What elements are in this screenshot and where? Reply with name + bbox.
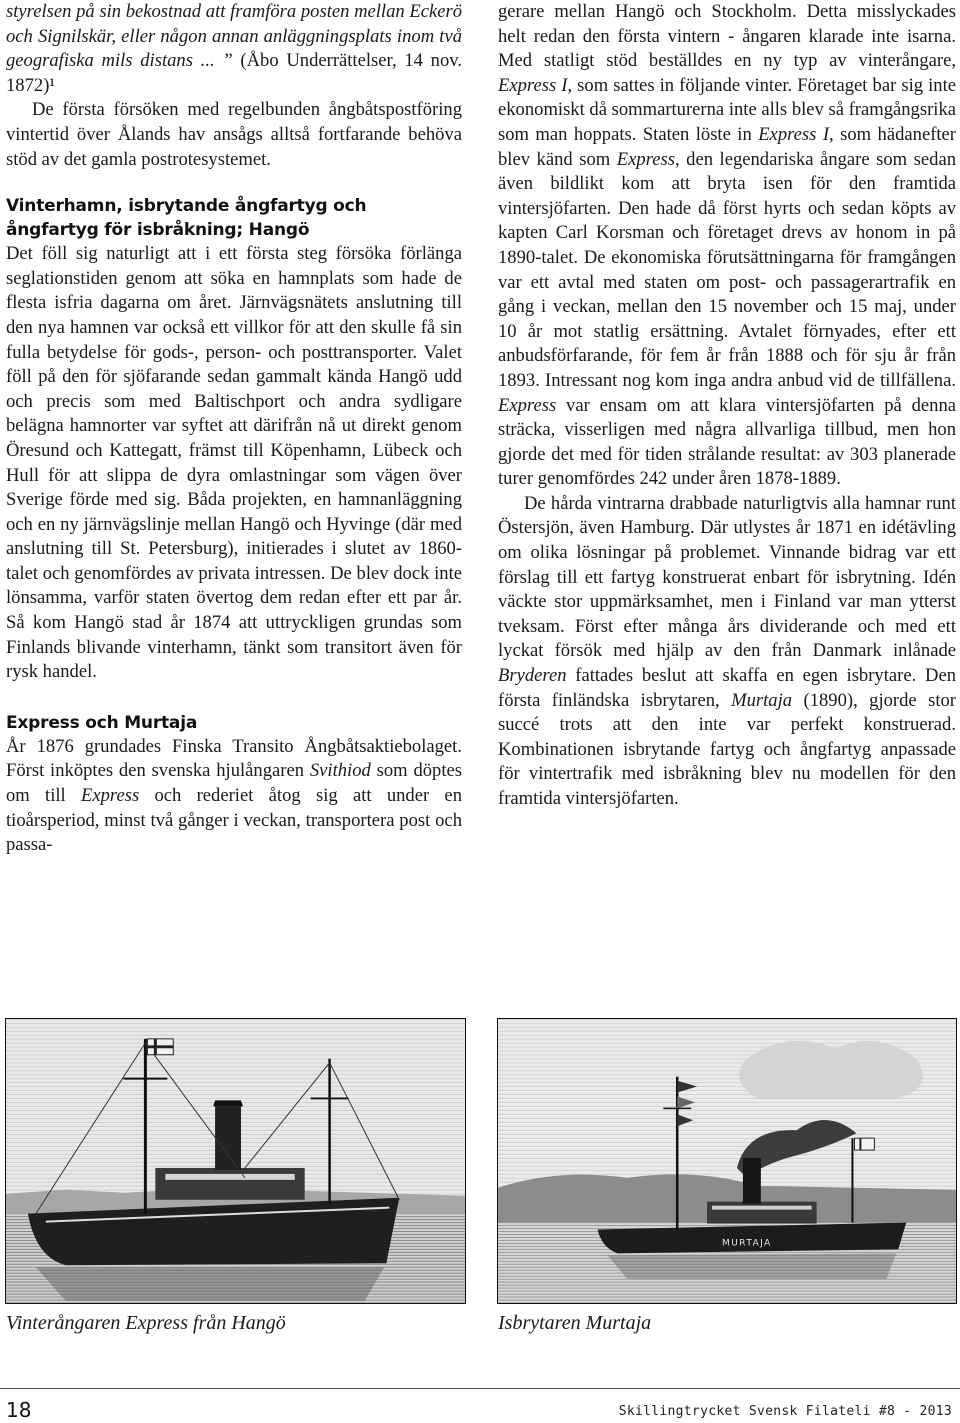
paragraph: De hårda vintrarna drabbade naturligtvis alla hamnar runt Östersjön, även Hamburg. Där utlystes år 1871 en idétävling om olika lösningar på problemet. Vinnande bidrag var ett förslag till ett fartyg konstruerat enbart för isbrytning. Idén väckte stor uppmärksamhet, men i Finland var man ytterst tveksam. Först efter många års dividerande och med ett lyckat försök med hjälp av den från Danmark inlånade Bryderen fattades beslut att skaffa en egen isbrytare. Den första finländska isbrytaren, Murtaja (1890), gjorde stor succé trots att den inte var perfekt konstruerad. Kombinationen isbrytande fartyg och ångfartyg anpassade för vintertrafik med isbråkning blev nu modellen för den framtida vintersjöfarten. [498,492,956,809]
intro-paragraph [6,0,462,98]
quote-text: styrelsen på sin bekostnad att framföra posten mellan Eckerö och Signilskär, eller någon annan anläggningsplats inom två geografiska mils distans ... ” [6,1,462,72]
paragraph: År 1876 grundades Finska Transito Ångbåtsaktiebolaget. Först inköptes den svenska hjulångaren Svithiod som döptes om till Express och rederiet åtog sig att under en tioårsperiod, minst två gånger i veckan, transportera post och passa- [6,735,463,856]
paragraph: gerare mellan Hangö och Stockholm. Detta misslyckades helt redan den första vintern - ångaren klarade inte isarna. Med statligt stöd beställdes en ny typ av vinterångare, Express I, som sattes in följande vinter. Företaget bar sig inte ekonomiskt då sommarturerna inte alls blev så framgångsrika som man hoppats. Staten löste in Express I, som hädanefter blev känd som Express, den legendariska ångare som sedan även bildlikt kom att bryta isen för den framtida vintersjöfarten. Den hade då först hyrts och sedan köpts av kapten Carl Korsman och företaget drevs av honom in på 1890-talet. De ekonomiska förutsättningarna för framgången var ett avtal med staten om post- och passagerartrafik en gång i veckan, mellan den 15 november och 15 maj, under 10 år mot statlig ersättning. Avtalet förnyades, efter ett anbudsförfarande, för fem år från 1888 och för sju år från 1893. Intressant nog kom inga andra anbud vid de tillfällena. Express var ensam om att klara vintersjöfarten på denna sträcka, visserligen med några allvarliga tillbud, men hon gjorde det med för tiden strålande resultat: av 303 planerade turer genomfördes 242 under åren 1878-1889. [498,1,956,490]
text-column-right [498,0,956,812]
ship-name: Bryderen [498,665,567,687]
ship-name: Murtaja [731,689,793,711]
ship-name: Express I, [758,123,834,145]
ship-name: Express [498,394,557,416]
section-heading: Express och Murtaja [6,712,198,733]
ship-name: Express [616,148,675,170]
figure-caption-left: Vinterångaren Express från Hangö [6,1312,286,1334]
ship-name: Express I, [498,74,573,96]
murtaja-icebreaker-engraving [497,1018,957,1304]
page-number: 18 [6,1398,32,1422]
section-heading: Vinterhamn, isbrytande ångfartyg och ångfartyg för isbråkning; Hangö [6,196,367,241]
paragraph: De första försöken med regelbunden ångbåtspostföring vintertid över Ålands hav ansågs alltså fortfarande behöva stöd av det gamla postrotesystemet. [6,99,462,170]
journal-title: Skillingtrycket Svensk Filateli #8 - 2013 [618,1404,952,1419]
ship-name: Svithiod [309,760,371,782]
footer-rule [0,1388,960,1389]
paragraph: Det föll sig naturligt att i ett första steg försöka förlänga seglationstiden genom att söka en hamnplats som hade de flesta isfria dagarna om året. Järnvägsnätets anslutning till den nya hamnen var också ett villkor för att den skulle få sin fulla betydelse för gods-, person- och posttransporter. Valet föll på den för sjöfarande sedan gammalt kända Hangö udd och precis som med Baltischport och andra sydligare belägna hamnorter var syftet att därifrån nå ut direkt genom Öresund och Kattegatt, främst till Köpenhamn, Lübeck och Hull för att slippa de dyra omlastningar som vägen över Sverige förde med sig. Båda projekten, en hamnanläggning och en ny järnvägslinje mellan Hangö och Hyvinge (där med anslutning till St. Petersburg), initierades i slutet av 1860-talet och genomfördes av privata intressen. De blev dock inte lönsamma, varför staten övertog dem redan efter ett par år. Så kom Hangö stad år 1874 att uttryckligen grundas som Finlands blivande vinterhamn, tänkt som transitort även för rysk handel. [6,243,462,683]
hull-name-label: MURTAJA [722,1238,772,1249]
figure-caption-right: Isbrytaren Murtaja [498,1312,652,1334]
quote-source: (Åbo Underrättelser, 14 nov. 1872)¹ [6,50,462,96]
express-steamer-engraving [5,1018,466,1304]
text-column-left [6,0,462,858]
ship-name: Express [81,785,140,807]
